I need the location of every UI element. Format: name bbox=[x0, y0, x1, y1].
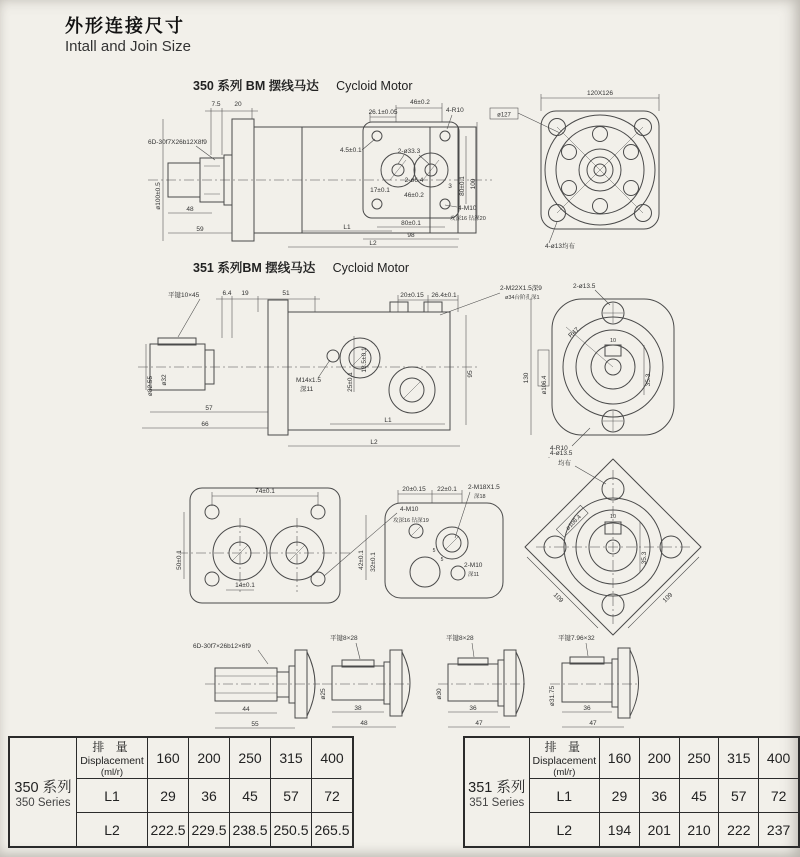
l2-value: 194 bbox=[600, 813, 640, 848]
l1-value: 72 bbox=[312, 779, 354, 813]
motor-351-side-view bbox=[138, 300, 480, 435]
dim-label: 6D-30f7×26b12×6f9 bbox=[193, 643, 251, 650]
series-cell-351 bbox=[464, 737, 529, 847]
header-en: Displacement bbox=[532, 755, 597, 767]
dim-label: 13.5±0.1 bbox=[361, 347, 368, 373]
page-title: 外形连接尺寸 bbox=[65, 16, 185, 36]
dim-label: 深18 bbox=[474, 494, 486, 500]
series-name-en: 350 Series bbox=[15, 796, 71, 809]
section-351-label-cn: 351 系列BM 摆线马达 bbox=[193, 261, 316, 275]
col-header: 200 bbox=[189, 737, 230, 779]
shaft-key-3175 bbox=[550, 648, 640, 718]
l1-value: 72 bbox=[759, 779, 799, 813]
motor-351-flange-view bbox=[552, 299, 674, 435]
l2-value: 238.5 bbox=[230, 813, 271, 848]
dim-label: 55 bbox=[251, 721, 259, 728]
dim-label: 5 bbox=[432, 548, 436, 554]
dim-label: L1 bbox=[384, 417, 392, 424]
dim-label: ø106.4 bbox=[542, 375, 548, 395]
dim-label: 51 bbox=[282, 290, 290, 297]
dim-label: L2 bbox=[369, 240, 377, 247]
dim-label: 4-R10 bbox=[550, 445, 568, 452]
l2-value: 229.5 bbox=[189, 813, 230, 848]
l1-value: 36 bbox=[639, 779, 679, 813]
dim-label: 100 bbox=[470, 178, 477, 190]
dim-label: L2 bbox=[370, 439, 378, 446]
dim-label: 47 bbox=[475, 720, 483, 727]
dim-label: 4-R10 bbox=[446, 107, 464, 114]
dim-label: R47 bbox=[567, 326, 581, 340]
dimensions-shaft-4 bbox=[549, 633, 624, 727]
dim-label: 平键10×45 bbox=[168, 292, 200, 299]
dim-label: 14±0.1 bbox=[235, 582, 255, 589]
series-name-cn: 351 系列 bbox=[468, 779, 526, 796]
dim-label: 35.3 bbox=[645, 373, 652, 387]
displacement-header bbox=[529, 737, 600, 779]
dimensions-view-b bbox=[358, 484, 500, 580]
header-unit: (ml/r) bbox=[100, 767, 124, 778]
dim-label: 2-M22X1.5深9 bbox=[500, 285, 542, 292]
dim-label: ø82.55 bbox=[147, 375, 154, 397]
dim-label: 109 bbox=[661, 591, 675, 605]
dim-label: 20±0.15 bbox=[400, 292, 424, 299]
dim-label: 38 bbox=[354, 705, 362, 712]
dim-label: 攻深16 钻深20 bbox=[450, 216, 486, 222]
dim-label: 46±0.2 bbox=[404, 192, 424, 199]
l1-value: 36 bbox=[189, 779, 230, 813]
dim-label: ø34台阶孔深1 bbox=[505, 295, 540, 301]
dim-label: 17±0.1 bbox=[370, 187, 390, 194]
l1-value: 45 bbox=[679, 779, 719, 813]
dim-label: 42±0.1 bbox=[358, 550, 365, 570]
dim-label: ø31.75 bbox=[549, 685, 556, 707]
l2-value: 237 bbox=[759, 813, 799, 848]
l2-value: 222.5 bbox=[148, 813, 189, 848]
l1-value: 57 bbox=[719, 779, 759, 813]
dim-label: 80±0.1 bbox=[459, 176, 466, 196]
dimensions-351 bbox=[142, 283, 652, 452]
header-cn: 排 量 bbox=[92, 740, 132, 754]
dim-label: 26.1±0.05 bbox=[368, 109, 398, 116]
dim-label: 36 bbox=[469, 705, 477, 712]
header-unit: (ml/r) bbox=[553, 767, 576, 778]
col-header: 160 bbox=[600, 737, 640, 779]
dim-label: ø32 bbox=[161, 374, 168, 386]
dimensions-shaft-3 bbox=[436, 633, 510, 727]
motor-350-port-face bbox=[363, 122, 459, 218]
l2-value: 201 bbox=[639, 813, 679, 848]
spec-table-350 bbox=[8, 736, 354, 848]
view-wheel-flange bbox=[178, 488, 352, 603]
dim-label: 109 bbox=[551, 591, 565, 605]
drawing-bottom-views bbox=[0, 450, 800, 635]
dim-label: 48 bbox=[360, 720, 368, 727]
dim-label: 66 bbox=[201, 421, 209, 428]
dim-label: 22±0.1 bbox=[437, 486, 457, 493]
col-header: 250 bbox=[230, 737, 271, 779]
dim-label: 44 bbox=[242, 706, 250, 713]
row-label-l2: L2 bbox=[529, 813, 600, 848]
dim-label: 深11 bbox=[468, 572, 480, 578]
l1-value: 29 bbox=[148, 779, 189, 813]
view-diamond-flange bbox=[525, 459, 701, 635]
col-header: 200 bbox=[639, 737, 679, 779]
dim-label: 2-M18X1.5 bbox=[468, 484, 500, 491]
series-name-cn: 350 系列 bbox=[14, 779, 72, 796]
dim-label: 2-ø33.3 bbox=[397, 148, 421, 155]
dim-label: 2-ø13.5 bbox=[573, 283, 596, 290]
dim-label: 深11 bbox=[300, 386, 314, 393]
row-label-l2: L2 bbox=[77, 813, 148, 848]
l1-value: 29 bbox=[600, 779, 640, 813]
col-header: 400 bbox=[759, 737, 799, 779]
l2-value: 222 bbox=[719, 813, 759, 848]
dim-label: 7.5 bbox=[211, 101, 221, 108]
motor-350-flange-view bbox=[541, 111, 659, 229]
dim-label: 6.4 bbox=[222, 290, 232, 297]
col-header: 400 bbox=[312, 737, 354, 779]
l2-value: 210 bbox=[679, 813, 719, 848]
section-350-label-cn: 350 系列 BM 摆线马达 bbox=[193, 79, 319, 93]
dim-label: 35.3 bbox=[641, 551, 648, 565]
dim-label: 120X126 bbox=[586, 90, 614, 97]
dim-label: 均布 bbox=[558, 460, 571, 467]
col-header: 160 bbox=[148, 737, 189, 779]
l1-value: 45 bbox=[230, 779, 271, 813]
dim-label: 2-ø6.4 bbox=[404, 177, 424, 184]
drawing-shaft-details bbox=[0, 628, 800, 738]
dim-label: ø25 bbox=[320, 688, 327, 700]
dim-label: 3 bbox=[448, 183, 452, 190]
displacement-header bbox=[77, 737, 148, 779]
dim-label: L1 bbox=[343, 224, 351, 231]
dim-label: 4.5±0.1 bbox=[340, 147, 362, 154]
dim-label: 32±0.1 bbox=[370, 552, 377, 572]
section-351-label-en: Cycloid Motor bbox=[332, 261, 410, 275]
dimensions-view-a bbox=[176, 488, 429, 590]
dim-label: 59 bbox=[196, 226, 204, 233]
series-name-en: 351 Series bbox=[469, 796, 525, 809]
header-en: Displacement bbox=[80, 755, 144, 767]
dim-label: ø106.4 bbox=[565, 514, 583, 532]
dim-label: ø127 bbox=[497, 112, 511, 119]
dim-label: 6D-30f7X26b12X8f9 bbox=[148, 139, 207, 146]
col-header: 315 bbox=[719, 737, 759, 779]
shaft-spline bbox=[205, 650, 320, 718]
dim-label: 4-ø13均布 bbox=[545, 243, 575, 250]
dim-label: 10 bbox=[609, 338, 617, 344]
dim-label: 36 bbox=[583, 705, 591, 712]
l2-value: 265.5 bbox=[312, 813, 354, 848]
dim-label: 20±0.15 bbox=[402, 486, 426, 493]
row-label-l1: L1 bbox=[529, 779, 600, 813]
dim-label: ø100±0.5 bbox=[155, 182, 162, 210]
row-label-l1: L1 bbox=[77, 779, 148, 813]
dim-label: 50±0.1 bbox=[176, 550, 183, 570]
dim-label: 25±0.1 bbox=[347, 372, 354, 392]
header-cn: 排 量 bbox=[544, 740, 584, 754]
l1-value: 57 bbox=[271, 779, 312, 813]
dim-label: 48 bbox=[186, 206, 194, 213]
drawing-351 bbox=[0, 262, 800, 462]
shaft-key-25 bbox=[322, 650, 410, 716]
dim-label: 平键7.96×32 bbox=[558, 635, 595, 642]
dim-label: 4-ø13.5 bbox=[550, 450, 573, 457]
dim-label: 47 bbox=[589, 720, 597, 727]
dim-label: 80±0.1 bbox=[401, 220, 421, 227]
col-header: 315 bbox=[271, 737, 312, 779]
dim-label: 5 bbox=[440, 557, 444, 563]
dim-label: 20 bbox=[234, 101, 242, 108]
dim-label: 4-M10 bbox=[458, 205, 477, 212]
dim-label: 19 bbox=[241, 290, 249, 297]
dimensions-shaft-2 bbox=[320, 633, 396, 727]
dim-label: 攻深16 钻深19 bbox=[393, 518, 429, 524]
shaft-key-30 bbox=[438, 650, 525, 716]
dim-label: 10 bbox=[609, 514, 617, 520]
section-350-label-en: Cycloid Motor bbox=[336, 79, 413, 93]
dim-label: 4-M10 bbox=[400, 506, 419, 513]
dim-label: 57 bbox=[205, 405, 213, 412]
spec-table-351 bbox=[463, 736, 800, 848]
dim-label: 2-M10 bbox=[464, 562, 483, 569]
page-subtitle: Intall and Join Size bbox=[65, 38, 191, 55]
dim-label: 平键8×28 bbox=[330, 635, 358, 642]
dim-label: 98 bbox=[407, 232, 415, 239]
drawing-350 bbox=[0, 86, 800, 266]
dim-label: 130 bbox=[523, 372, 530, 384]
series-cell-350 bbox=[9, 737, 77, 847]
col-header: 250 bbox=[679, 737, 719, 779]
dim-label: ø30 bbox=[436, 688, 443, 700]
dimensions-shaft-1 bbox=[193, 643, 295, 728]
dim-label: 平键8×28 bbox=[446, 635, 474, 642]
dim-label: 95 bbox=[467, 370, 474, 378]
dim-label: 74±0.1 bbox=[255, 488, 275, 495]
dim-label: M14x1.5 bbox=[296, 377, 321, 384]
dim-label: 46±0.2 bbox=[410, 99, 430, 106]
dim-label: 26.4±0.1 bbox=[431, 292, 457, 299]
l2-value: 250.5 bbox=[271, 813, 312, 848]
